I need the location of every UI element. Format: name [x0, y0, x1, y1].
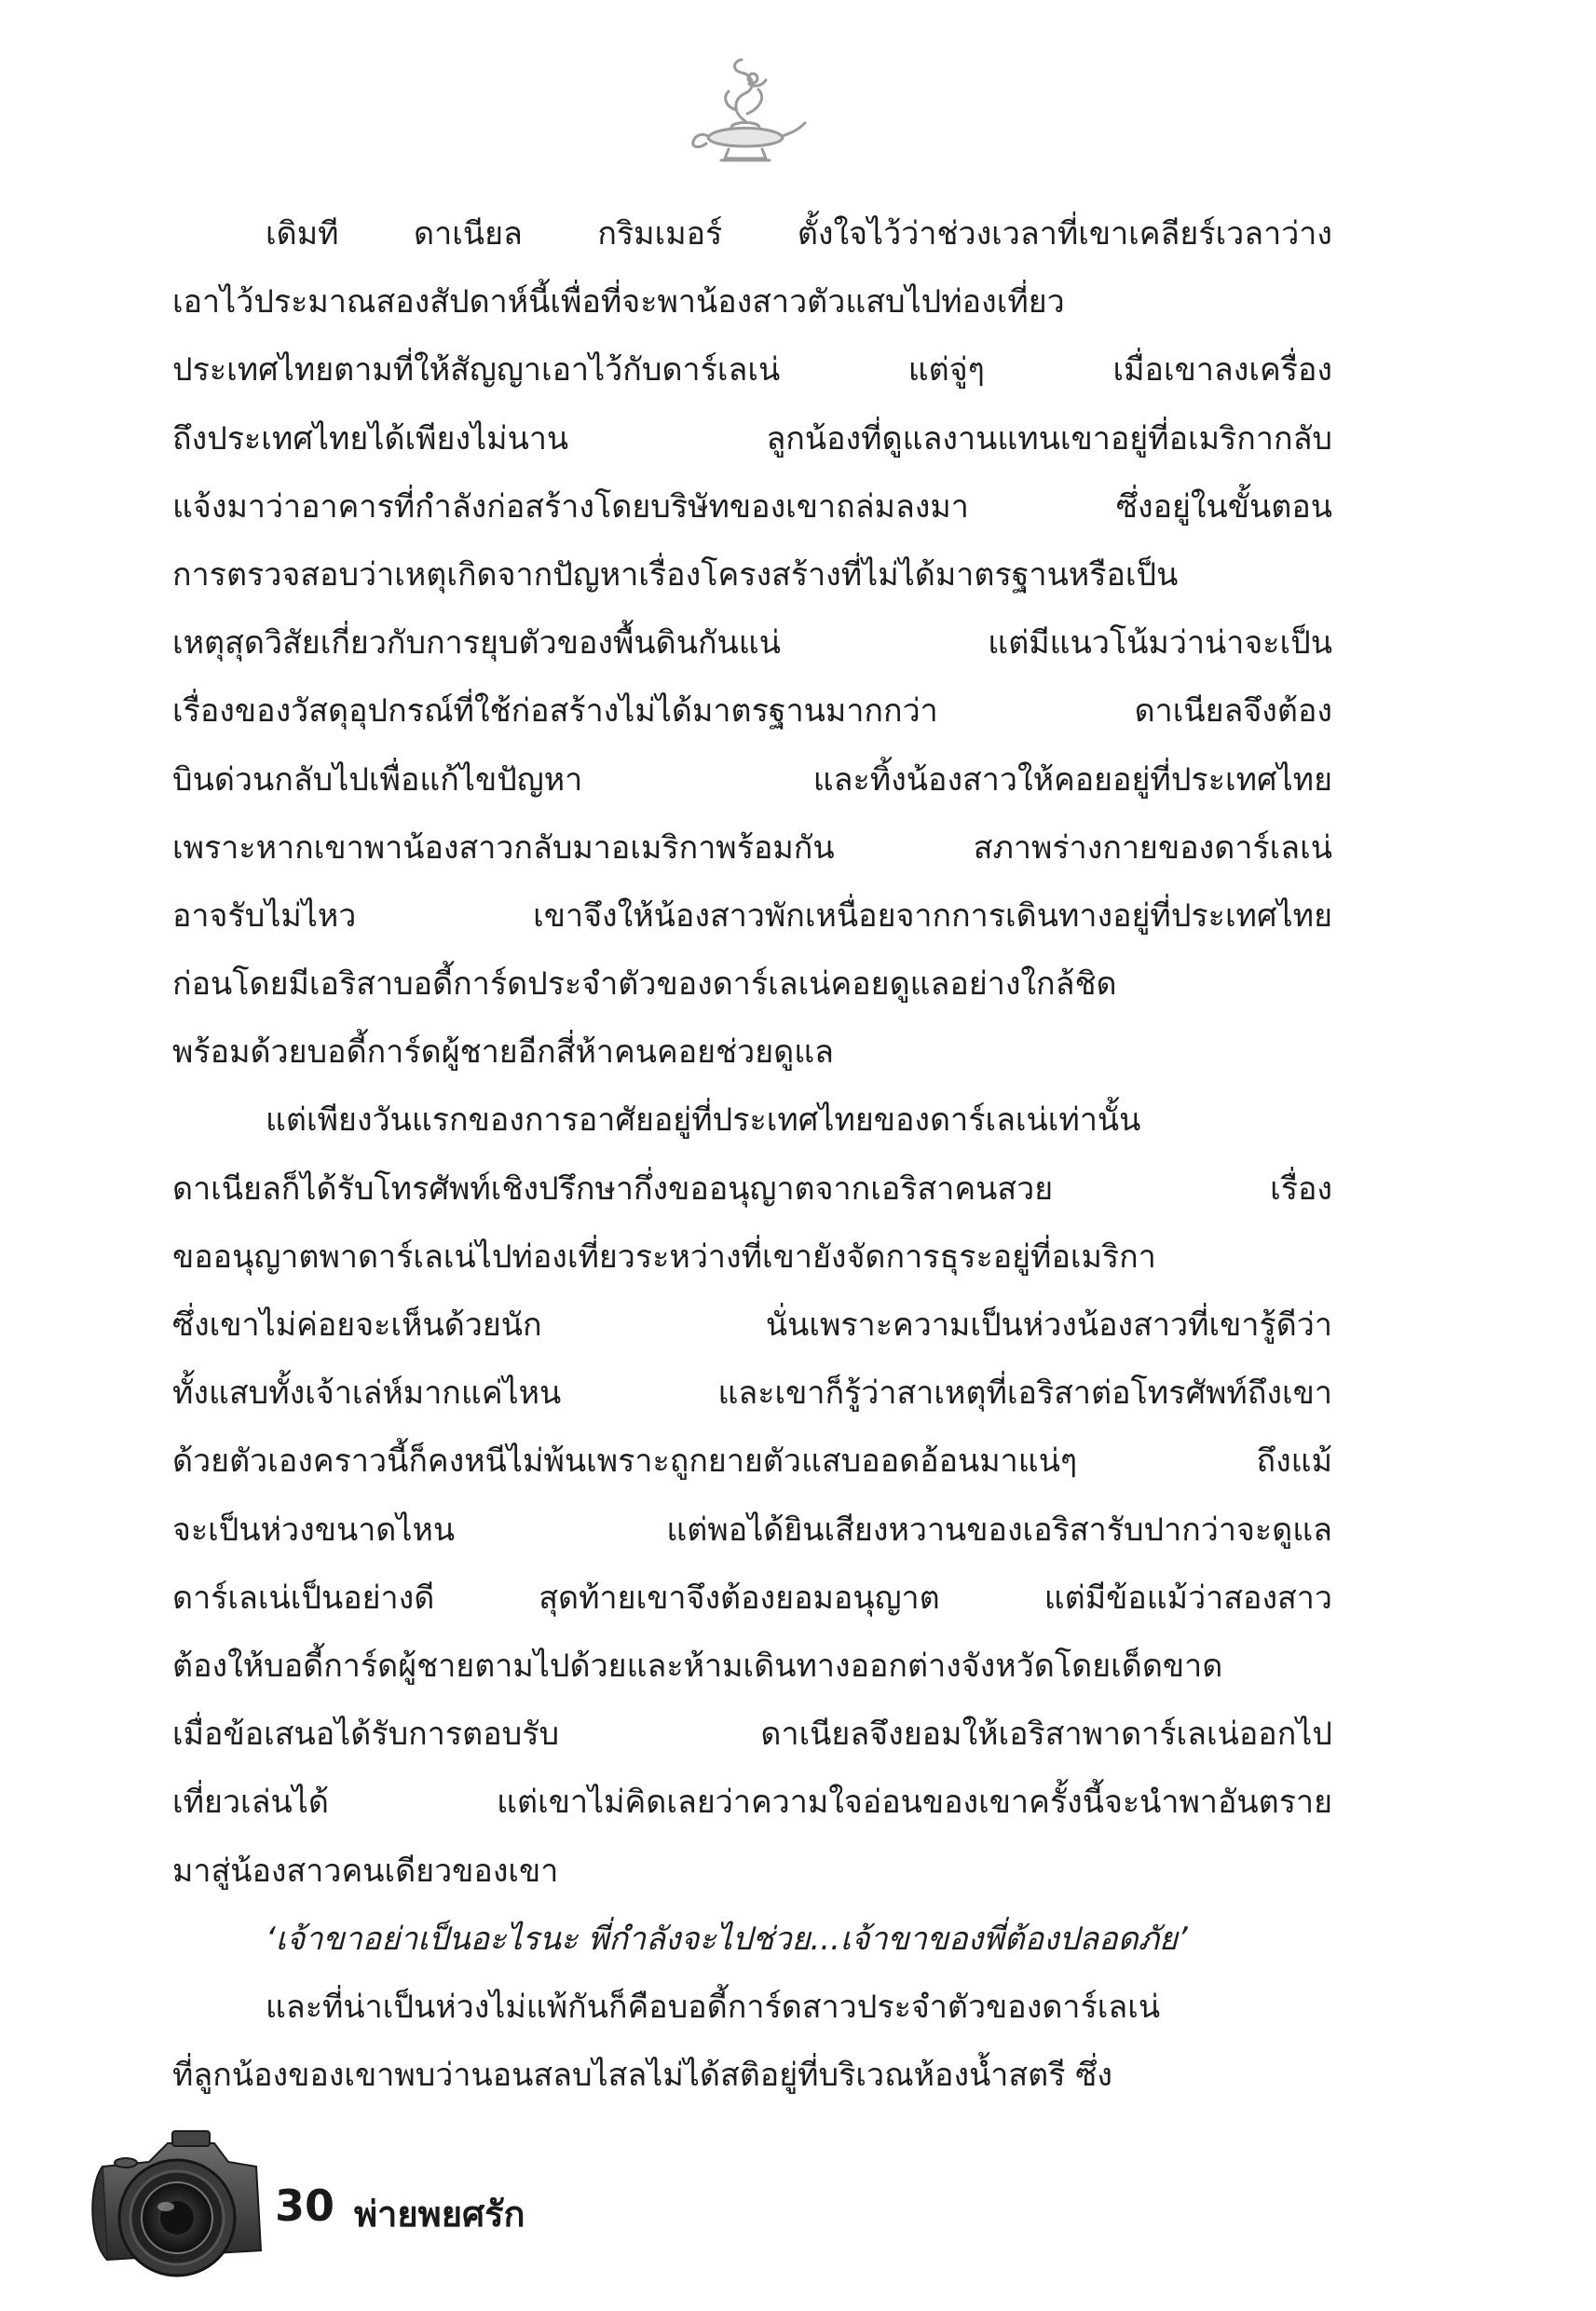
text-line: ดาร์เลเน่เป็นอย่างดี สุดท้ายเขาจึงต้องยอมอนุญาต แต่มีข้อแม้ว่าสองสาว [172, 1579, 1332, 1617]
camera-icon [84, 2111, 270, 2288]
text-line: และที่น่าเป็นห่วงไม่แพ้กันก็คือบอดี้การ์ดสาวประจำตัวของดาร์เลเน่ [266, 1988, 1161, 2026]
text-line: มาสู่น้องสาวคนเดียวของเขา [172, 1852, 559, 1890]
text-line: แต่เพียงวันแรกของการอาศัยอยู่ที่ประเทศไทยของดาร์เลเน่เท่านั้น [266, 1101, 1141, 1140]
text-line: การตรวจสอบว่าเหตุเกิดจากปัญหาเรื่องโครงสร้างที่ไม่ได้มาตรฐานหรือเป็น [172, 555, 1179, 594]
text-line: ซึ่งเขาไม่ค่อยจะเห็นด้วยนัก นั่นเพราะความเป็นห่วงน้องสาวที่เขารู้ดีว่า [172, 1306, 1332, 1344]
text-line: อาจรับไม่ไหว เขาจึงให้น้องสาวพักเหนื่อยจากการเดินทางอยู่ที่ประเทศไทย [172, 896, 1332, 935]
text-line: เหตุสุดวิสัยเกี่ยวกับการยุบตัวของพื้นดินกันแน่ แต่มีแนวโน้มว่าน่าจะเป็น [172, 624, 1332, 663]
text-line: แจ้งมาว่าอาคารที่กำลังก่อสร้างโดยบริษัทของเขาถล่มลงมา ซึ่งอยู่ในขั้นตอน [172, 487, 1332, 526]
text-line: พร้อมด้วยบอดี้การ์ดผู้ชายอีกสี่ห้าคนคอยช่วยดูแล [172, 1033, 834, 1072]
book-title: พ่ายพยศรัก [354, 2194, 525, 2235]
text-line: จะเป็นห่วงขนาดไหน แต่พอได้ยินเสียงหวานของเอริสารับปากว่าจะดูแล [172, 1511, 1332, 1549]
text-line: เพราะหากเขาพาน้องสาวกลับมาอเมริกาพร้อมกัน สภาพร่างกายของดาร์เลเน่ [172, 828, 1332, 867]
text-line: ต้องให้บอดี้การ์ดผู้ชายตามไปด้วยและห้ามเดินทางออกต่างจังหวัดโดยเด็ดขาด [172, 1647, 1223, 1685]
text-line: เดิมที ดาเนียล กริมเมอร์ ตั้งใจไว้ว่าช่วงเวลาที่เขาเคลียร์เวลาว่าง [266, 215, 1332, 253]
text-line: ทั้งแสบทั้งเจ้าเล่ห์มากแค่ไหน และเขาก็รู้ว่าสาเหตุที่เอริสาต่อโทรศัพท์ถึงเขา [172, 1374, 1332, 1413]
text-line: เอาไว้ประมาณสองสัปดาห์นี้เพื่อที่จะพาน้องสาวตัวแสบไปท่องเที่ยว [172, 283, 1065, 321]
page-footer [84, 2111, 736, 2288]
text-line: ประเทศไทยตามที่ให้สัญญาเอาไว้กับดาร์เลเน่ แต่จู่ๆ เมื่อเขาลงเครื่อง [172, 351, 1332, 390]
body-text [172, 200, 1332, 2110]
text-line: เที่ยวเล่นได้ แต่เขาไม่คิดเลยว่าความใจอ่อนของเขาครั้งนี้จะนำพาอันตราย [172, 1784, 1332, 1822]
text-line: ก่อนโดยมีเอริสาบอดี้การ์ดประจำตัวของดาร์เลเน่คอยดูแลอย่างใกล้ชิด [172, 965, 1117, 1004]
text-line: ถึงประเทศไทยได้เพียงไม่นาน ลูกน้องที่ดูแลงานแทนเขาอยู่ที่อเมริกากลับ [172, 419, 1332, 458]
text-line: เมื่อข้อเสนอได้รับการตอบรับ ดาเนียลจึงยอมให้เอริสาพาดาร์เลเน่ออกไป [172, 1716, 1332, 1754]
page-number: 30 [275, 2181, 335, 2231]
text-line: ขออนุญาตพาดาร์เลเน่ไปท่องเที่ยวระหว่างที่เขายังจัดการธุระอยู่ที่อเมริกา [172, 1238, 1156, 1276]
text-line: ด้วยตัวเองคราวนี้ก็คงหนีไม่พ้นเพราะถูกยายตัวแสบออดอ้อนมาแน่ๆ ถึงแม้ [172, 1443, 1332, 1481]
text-line: บินด่วนกลับไปเพื่อแก้ไขปัญหา และทิ้งน้องสาวให้คอยอยู่ที่ประเทศไทย [172, 760, 1332, 799]
text-line: เรื่องของวัสดุอุปกรณ์ที่ใช้ก่อสร้างไม่ได้มาตรฐานมากกว่า ดาเนียลจึงต้อง [172, 692, 1332, 731]
text-line: ที่ลูกน้องของเขาพบว่านอนสลบไสลไม่ได้สติอยู่ที่บริเวณห้องน้ำสตรี ซึ่ง [172, 2057, 1112, 2095]
genie-lamp-icon [680, 56, 811, 168]
text-line: ‘เจ้าขาอย่าเป็นอะไรนะ พี่กำลังจะไปช่วย...เจ้าขาของพี่ต้องปลอดภัย’ [266, 1920, 1188, 1958]
text-line: ดาเนียลก็ได้รับโทรศัพท์เชิงปรึกษากึ่งขออนุญาตจากเอริสาคนสวย เรื่อง [172, 1169, 1332, 1208]
